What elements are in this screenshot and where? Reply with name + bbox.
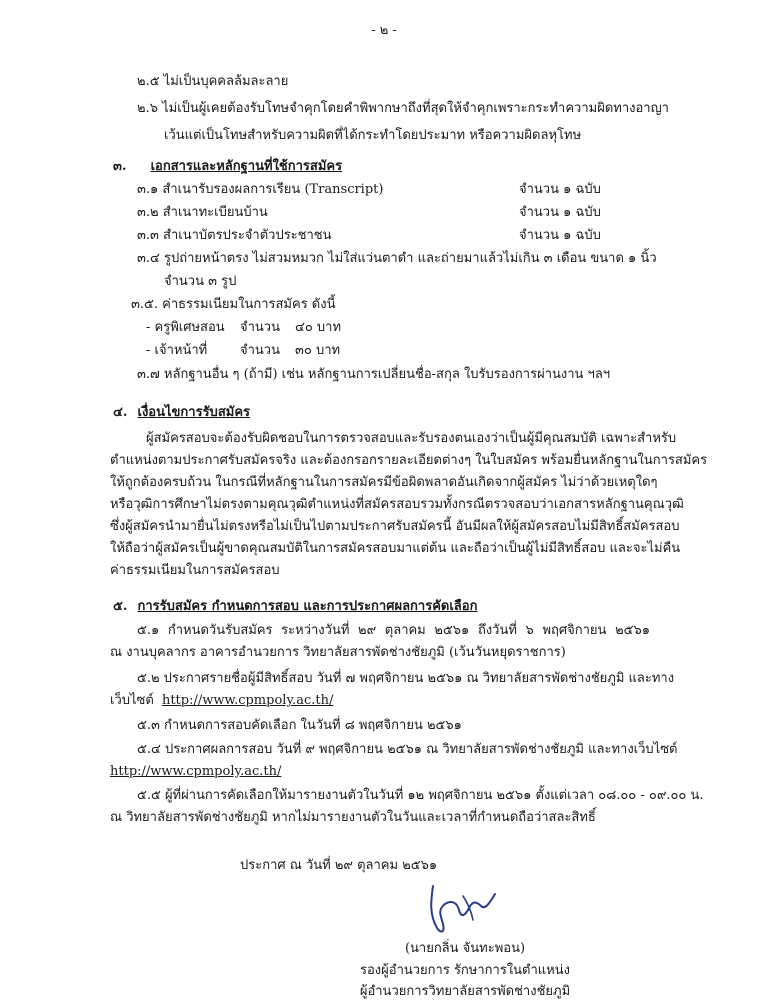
website-link-5-4[interactable]: http://www.cpmpoly.ac.th/: [110, 764, 282, 779]
conditions-line-5: ซึ่งผู้สมัครนำมายื่นไม่ตรงหรือไม่เป็นไปตามประกาศรับสมัครนี้ อันมีผลให้ผู้สมัครสอบไม่มีสิทธิ์สมัครสอบ: [110, 519, 680, 534]
section4-heading: [113, 404, 250, 422]
conditions-line-6: ให้ถือว่าผู้สมัครเป็นผู้ขาดคุณสมบัติในการสมัครสอบมาแต่ต้น และถือว่าเป็นผู้ไม่มีสิทธิ์สอบ และจะไม่คืน: [110, 541, 681, 556]
conditions-line-3: ให้ถูกต้องครบถ้วน ในกรณีที่หลักฐานในการสมัครมีข้อผิดพลาดอันเกิดจากผู้สมัคร ไม่ว่าด้วยเหตุใดๆ: [110, 475, 658, 490]
website-link-5-2[interactable]: http://www.cpmpoly.ac.th/: [161, 693, 334, 708]
schedule-5-2-line1: ๕.๒ ประกาศรายชื่อผู้มีสิทธิ์สอบ วันที่ ๗ พฤศจิกายน ๒๕๖๑ ณ วิทยาลัยสารพัดช่างชัยภูมิ และทาง: [137, 671, 675, 686]
conditions-line-1: ผู้สมัครสอบจะต้องรับผิดชอบในการตรวจสอบและรับรองตนเองว่าเป็นผู้มีคุณสมบัติ เฉพาะสำหรับ: [146, 431, 677, 446]
qualification-2-6-line2: เว้นแต่เป็นโทษสำหรับความผิดที่ได้กระทำโดยประมาท หรือความผิดลหุโทษ: [164, 128, 582, 143]
section5-title: การรับสมัคร กำหนดการสอบ และการประกาศผลการคัดเลือก: [137, 599, 478, 614]
fee-teacher-label: - ครูพิเศษสอน: [146, 320, 225, 335]
doc-item-3-3-amount: จำนวน ๑ ฉบับ: [519, 228, 601, 243]
schedule-5-5-line2: ณ วิทยาลัยสารพัดช่างชัยภูมิ หากไม่มารายงานตัวในวันและเวลาที่กำหนดถือว่าสละสิทธิ์: [110, 810, 596, 825]
section4-number: ๔.: [113, 405, 128, 420]
qualification-2-6-line1: ๒.๖ ไม่เป็นผู้เคยต้องรับโทษจำคุกโดยคำพิพากษาถึงที่สุดให้จำคุกเพราะกระทำความผิดทางอาญา: [137, 101, 669, 116]
qualification-2-5: ๒.๕ ไม่เป็นบุคคลล้มละลาย: [137, 74, 289, 89]
schedule-5-4-line2: [110, 763, 281, 781]
doc-item-3-4-line1: ๓.๔ รูปถ่ายหน้าตรง ไม่สวมหมวก ไม่ใส่แว่นตาดำ และถ่ายมาแล้วไม่เกิน ๓ เดือน ขนาด ๑ นิ้ว: [137, 251, 657, 266]
fee-staff-value: ๓๐ บาท: [295, 343, 341, 358]
schedule-5-2-line2: [110, 692, 333, 710]
schedule-5-1-line1: ๕.๑ กำหนดวันรับสมัคร ระหว่างวันที่ ๒๙ ตุลาคม ๒๕๖๑ ถึงวันที่ ๖ พฤศจิกายน ๒๕๖๑: [137, 623, 650, 638]
fee-staff-label: - เจ้าหน้าที่: [146, 343, 208, 358]
signatory-position-line1: รองผู้อำนวยการ รักษาการในตำแหน่ง: [360, 963, 570, 978]
section3-number: ๓.: [113, 159, 127, 174]
doc-item-3-2-amount: จำนวน ๑ ฉบับ: [519, 205, 601, 220]
conditions-line-2: ตำแหน่งตามประกาศรับสมัครจริง และต้องกรอกรายละเอียดต่างๆ ในใบสมัคร พร้อมยื่นหลักฐานในการสมัคร: [110, 453, 708, 468]
doc-item-3-1-amount: จำนวน ๑ ฉบับ: [519, 182, 601, 197]
signature-mark: [415, 880, 505, 940]
schedule-5-5-line1: ๕.๕ ผู้ที่ผ่านการคัดเลือกให้มารายงานตัวในวันที่ ๑๒ พฤศจิกายน ๒๕๖๑ ตั้งแต่เวลา ๐๘.๐๐ - ๐๙.๐๐ น.: [137, 788, 704, 803]
doc-item-3-7: ๓.๗ หลักฐานอื่น ๆ (ถ้ามี) เช่น หลักฐานการเปลี่ยนชื่อ-สกุล ใบรับรองการผ่านงาน ฯลฯ: [137, 367, 611, 382]
fee-staff-amount-label: จำนวน: [240, 343, 280, 358]
section5-heading: [113, 598, 477, 616]
doc-item-3-5: ๓.๕. ค่าธรรมเนียมในการสมัคร ดังนี้: [131, 297, 336, 312]
doc-item-3-3: ๓.๓ สำเนาบัตรประจำตัวประชาชน: [137, 228, 332, 243]
doc-item-3-1: ๓.๑ สำเนารับรองผลการเรียน (Transcript): [137, 182, 384, 197]
doc-item-3-4-line2: จำนวน ๓ รูป: [164, 274, 237, 289]
section3-title: เอกสารและหลักฐานที่ใช้การสมัคร: [150, 159, 343, 174]
schedule-5-4-line1: ๕.๔ ประกาศผลการสอบ วันที่ ๙ พฤศจิกายน ๒๕๖๑ ณ วิทยาลัยสารพัดช่างชัยภูมิ และทางเว็บไซต์: [137, 742, 678, 757]
conditions-line-7: ค่าธรรมเนียมในการสมัครสอบ: [110, 563, 280, 578]
section3-heading: [113, 158, 342, 176]
conditions-line-4: หรือวุฒิการศึกษาไม่ตรงตามคุณวุฒิตำแหน่งที่สมัครสอบรวมทั้งกรณีตรวจสอบว่าเอกสารหลักฐานคุณวุฒิ: [110, 497, 684, 512]
page-number: - ๒ -: [371, 23, 397, 38]
section4-title: เงื่อนไขการรับสมัคร: [137, 405, 250, 420]
fee-teacher-value: ๔๐ บาท: [295, 320, 342, 335]
schedule-5-1-line2: ณ งานบุคลากร อาคารอำนวยการ วิทยาลัยสารพัดช่างชัยภูมิ (เว้นวันหยุดราชการ): [110, 645, 566, 660]
fee-teacher-amount-label: จำนวน: [240, 320, 280, 335]
section5-number: ๕.: [113, 599, 128, 614]
signatory-position-line2: ผู้อำนวยการวิทยาลัยสารพัดช่างชัยภูมิ: [359, 984, 571, 999]
announcement-date: ประกาศ ณ วันที่ ๒๙ ตุลาคม ๒๕๖๑: [240, 858, 438, 873]
signatory-name: (นายกลิ่น จันทะพอน): [404, 941, 526, 956]
website-prefix: เว็บไซต์: [110, 693, 154, 708]
doc-item-3-2: ๓.๒ สำเนาทะเบียนบ้าน: [137, 205, 268, 220]
schedule-5-3: ๕.๓ กำหนดการสอบคัดเลือก ในวันที่ ๘ พฤศจิกายน ๒๕๖๑: [137, 718, 462, 733]
